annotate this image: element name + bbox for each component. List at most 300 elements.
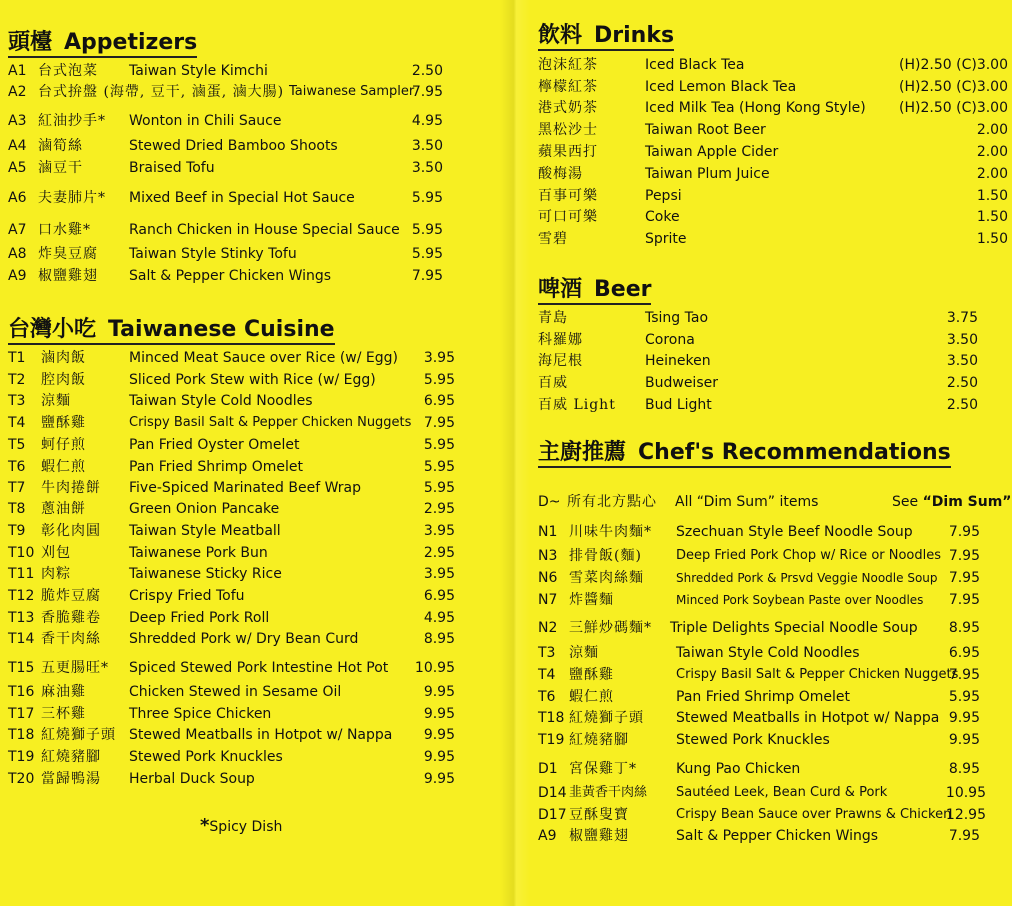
item-chinese-name bbox=[41, 479, 101, 497]
item-chinese-text: 可口可樂 bbox=[538, 209, 598, 225]
menu-item-row bbox=[0, 609, 500, 627]
item-english-name: Pan Fried Shrimp Omelet bbox=[129, 459, 303, 475]
item-chinese-name bbox=[41, 609, 101, 627]
menu-item-row bbox=[0, 565, 500, 583]
menu-item-row bbox=[530, 56, 1008, 74]
item-price: 9.95 bbox=[948, 732, 980, 748]
item-chinese-text: 滷豆干 bbox=[38, 160, 83, 176]
spicy-star: * bbox=[83, 222, 91, 238]
item-price: 5.95 bbox=[411, 222, 443, 238]
menu-item-row bbox=[530, 99, 1008, 117]
item-english-name: Crispy Basil Salt & Pepper Chicken Nuggets bbox=[129, 415, 412, 430]
item-english-name: Szechuan Style Beef Noodle Soup bbox=[676, 524, 913, 540]
item-chinese-name bbox=[41, 726, 116, 744]
item-price: 2.95 bbox=[423, 501, 455, 517]
item-price: 7.95 bbox=[948, 548, 980, 564]
item-chinese-text: 酸梅湯 bbox=[538, 166, 583, 182]
menu-item-row bbox=[530, 396, 1000, 414]
menu-item-row bbox=[0, 544, 500, 562]
menu-item-row bbox=[530, 666, 1000, 684]
appetizers-title-zh: 頭檯 bbox=[8, 29, 53, 55]
menu-item-row bbox=[0, 245, 500, 263]
item-english-name: Spiced Stewed Pork Intestine Hot Pot bbox=[129, 660, 389, 676]
drinks-title-en: Drinks bbox=[594, 23, 675, 48]
item-chinese-name bbox=[41, 683, 86, 701]
item-price: 2.95 bbox=[423, 545, 455, 561]
menu-item-row bbox=[530, 165, 1008, 183]
item-code: T12 bbox=[8, 588, 35, 604]
item-english-name: Five-Spiced Marinated Beef Wrap bbox=[129, 480, 362, 496]
item-code: A8 bbox=[8, 246, 27, 262]
item-code: D1 bbox=[538, 761, 558, 777]
item-chinese-name bbox=[41, 705, 86, 723]
item-english-name: Salt & Pepper Chicken Wings bbox=[676, 828, 879, 844]
item-price: 6.95 bbox=[948, 645, 980, 661]
menu-item-row bbox=[0, 726, 500, 744]
item-chinese-text: 滷筍絲 bbox=[38, 138, 83, 154]
item-code: T4 bbox=[8, 415, 26, 431]
item-code: T8 bbox=[8, 501, 26, 517]
menu-item-row bbox=[530, 806, 1000, 824]
item-code: T20 bbox=[8, 771, 35, 787]
menu-item-row bbox=[530, 187, 1008, 205]
item-code: N6 bbox=[538, 570, 558, 586]
spicy-star: * bbox=[629, 761, 637, 777]
item-chinese-text: 港式奶茶 bbox=[538, 100, 598, 116]
item-code: N3 bbox=[538, 548, 558, 564]
menu-item-row bbox=[530, 827, 1000, 845]
beer-title-zh: 啤酒 bbox=[538, 276, 583, 302]
item-chinese-text: 雪菜肉絲麵 bbox=[569, 570, 644, 586]
item-price: 6.95 bbox=[423, 588, 455, 604]
item-code: T19 bbox=[538, 732, 565, 748]
item-code: N7 bbox=[538, 592, 558, 608]
item-chinese-name bbox=[538, 309, 568, 327]
item-english-name: Green Onion Pancake bbox=[129, 501, 280, 517]
menu-item-row bbox=[0, 436, 500, 454]
item-english-name: Taiwanese Pork Bun bbox=[129, 545, 268, 561]
item-chinese-text: 涼麵 bbox=[41, 393, 71, 409]
item-english-name: Crispy Basil Salt & Pepper Chicken Nuggets bbox=[676, 667, 959, 682]
item-chinese-name bbox=[569, 806, 629, 824]
menu-item-row bbox=[0, 371, 500, 389]
item-price: 5.95 bbox=[423, 480, 455, 496]
item-price: 3.95 bbox=[423, 566, 455, 582]
appetizers-title-en: Appetizers bbox=[64, 30, 198, 55]
item-english-name: Shredded Pork w/ Dry Bean Curd bbox=[129, 631, 359, 647]
item-chinese-name bbox=[538, 208, 598, 226]
item-chinese-text: 百威 bbox=[538, 375, 568, 391]
item-code: T10 bbox=[8, 545, 35, 561]
item-price: 5.95 bbox=[411, 190, 443, 206]
item-english-name: Stewed Pork Knuckles bbox=[676, 732, 830, 748]
item-chinese-text: 紅燒獅子頭 bbox=[41, 727, 116, 743]
item-price: 5.95 bbox=[423, 437, 455, 453]
item-price: 1.50 bbox=[976, 209, 1008, 225]
item-english-name: Minced Meat Sauce over Rice (w/ Egg) bbox=[129, 350, 399, 366]
menu-item-row bbox=[0, 137, 500, 155]
item-code: T9 bbox=[8, 523, 26, 539]
menu-item-row bbox=[530, 644, 1000, 662]
item-chinese-text: 蔥油餅 bbox=[41, 501, 86, 517]
item-price: 5.95 bbox=[423, 459, 455, 475]
item-chinese-name bbox=[38, 137, 83, 155]
item-english-name: Kung Pao Chicken bbox=[676, 761, 801, 777]
menu-item-row bbox=[0, 83, 500, 101]
item-chinese-text: 蝦仁煎 bbox=[569, 689, 614, 705]
spicy-note-text: Spicy Dish bbox=[209, 819, 283, 835]
menu-item-row bbox=[0, 770, 500, 788]
item-price: 3.95 bbox=[423, 523, 455, 539]
item-english-name: Herbal Duck Soup bbox=[129, 771, 255, 787]
menu-item-row bbox=[0, 112, 500, 130]
menu-item-row bbox=[0, 414, 500, 432]
item-chinese-text: 台式拚盤 (海帶, 豆干, 滷蛋, 滷大腸) bbox=[38, 84, 285, 100]
item-chinese-name bbox=[569, 688, 614, 706]
item-chinese-text: 紅燒豬腳 bbox=[569, 732, 629, 748]
beer-title-en: Beer bbox=[594, 277, 652, 302]
menu-item-row bbox=[530, 591, 1000, 609]
item-chinese-text: 彰化肉圓 bbox=[41, 523, 101, 539]
item-code: T1 bbox=[8, 350, 26, 366]
item-code: T6 bbox=[8, 459, 26, 475]
item-english-name: Stewed Dried Bamboo Shoots bbox=[129, 138, 338, 154]
item-code: T17 bbox=[8, 706, 35, 722]
item-chinese-text: 黑松沙士 bbox=[538, 122, 598, 138]
item-code: D14 bbox=[538, 785, 567, 801]
item-english-name: Pan Fried Oyster Omelet bbox=[129, 437, 300, 453]
item-chinese-text: 排骨飯(麵) bbox=[569, 548, 642, 564]
menu-item-row bbox=[0, 458, 500, 476]
item-chinese-name bbox=[41, 565, 71, 583]
item-chinese-name bbox=[41, 371, 86, 389]
item-price: 3.50 bbox=[411, 138, 443, 154]
beer-title bbox=[538, 277, 651, 305]
item-english-name: Triple Delights Special Noodle Soup bbox=[670, 620, 918, 636]
menu-item-row bbox=[0, 479, 500, 497]
item-chinese-name bbox=[569, 666, 614, 684]
menu-item-row bbox=[0, 349, 500, 367]
item-code: A5 bbox=[8, 160, 27, 176]
menu-item-row bbox=[0, 392, 500, 410]
item-chinese-text: 台式泡菜 bbox=[38, 63, 98, 79]
menu-item-row bbox=[0, 683, 500, 701]
item-english-name: Crispy Bean Sauce over Prawns & Chicken bbox=[676, 807, 952, 822]
item-chinese-name bbox=[38, 62, 98, 80]
item-code: A9 bbox=[538, 828, 557, 844]
item-english-name: Deep Fried Pork Roll bbox=[129, 610, 270, 626]
item-code: T5 bbox=[8, 437, 26, 453]
item-chinese-name bbox=[569, 827, 629, 845]
menu-item-row bbox=[530, 78, 1008, 96]
item-chinese-name bbox=[538, 56, 598, 74]
item-chinese-text: 五更腸旺 bbox=[41, 660, 101, 676]
item-english-name: Deep Fried Pork Chop w/ Rice or Noodles bbox=[676, 548, 942, 563]
item-english-name: Iced Black Tea bbox=[645, 57, 745, 73]
item-chinese-name bbox=[569, 784, 647, 802]
item-code: T4 bbox=[538, 667, 556, 683]
item-chinese-text: 紅燒豬腳 bbox=[41, 749, 101, 765]
item-chinese-name bbox=[569, 731, 629, 749]
item-chinese-name bbox=[538, 187, 598, 205]
item-chinese-text: 牛肉捲餅 bbox=[41, 480, 101, 496]
item-code: T11 bbox=[8, 566, 35, 582]
item-english-name: Taiwan Apple Cider bbox=[645, 144, 779, 160]
item-chinese-text: 香脆雞卷 bbox=[41, 610, 101, 626]
item-price: 9.95 bbox=[423, 706, 455, 722]
item-code: T14 bbox=[8, 631, 35, 647]
item-english-name: Sliced Pork Stew with Rice (w/ Egg) bbox=[129, 372, 376, 388]
item-price: 8.95 bbox=[948, 761, 980, 777]
item-chinese-text: 三杯雞 bbox=[41, 706, 86, 722]
item-price: 5.95 bbox=[948, 689, 980, 705]
item-chinese-name bbox=[38, 159, 83, 177]
menu-item-row bbox=[0, 189, 500, 207]
item-chinese-name bbox=[538, 78, 598, 96]
item-price: 2.00 bbox=[976, 166, 1008, 182]
menu-item-row bbox=[0, 62, 500, 80]
item-english-name: Taiwan Style Stinky Tofu bbox=[129, 246, 297, 262]
item-english-name: Pepsi bbox=[645, 188, 682, 204]
item-price: 7.95 bbox=[948, 828, 980, 844]
item-chinese-name bbox=[538, 352, 583, 370]
menu-item-row bbox=[0, 267, 500, 285]
item-chinese-text: 三鮮炒碼麵 bbox=[569, 620, 644, 636]
item-code: A9 bbox=[8, 268, 27, 284]
item-price: 6.95 bbox=[423, 393, 455, 409]
item-chinese-text: 夫妻肺片 bbox=[38, 190, 98, 206]
item-price: 5.95 bbox=[411, 246, 443, 262]
item-english-name: Stewed Meatballs in Hotpot w/ Nappa bbox=[676, 710, 940, 726]
item-chinese-name bbox=[538, 331, 583, 349]
item-price: 4.95 bbox=[411, 113, 443, 129]
item-english-name: Stewed Meatballs in Hotpot w/ Nappa bbox=[129, 727, 393, 743]
item-price: 7.95 bbox=[411, 268, 443, 284]
chef-title-zh: 主廚推薦 bbox=[538, 439, 627, 465]
item-code: T7 bbox=[8, 480, 26, 496]
menu-item-row bbox=[530, 331, 1000, 349]
item-english-name: Taiwanese Sampler bbox=[289, 84, 415, 99]
item-price: 9.95 bbox=[423, 684, 455, 700]
drinks-title-zh: 飲料 bbox=[538, 22, 583, 48]
item-chinese-name bbox=[538, 99, 598, 117]
item-english-name: Stewed Pork Knuckles bbox=[129, 749, 283, 765]
item-code: T15 bbox=[8, 660, 35, 676]
menu-item-row bbox=[0, 159, 500, 177]
item-price: 9.95 bbox=[423, 727, 455, 743]
item-chinese-text: 青島 bbox=[538, 310, 568, 326]
item-english-name: Taiwan Style Kimchi bbox=[129, 63, 268, 79]
item-english-name: Taiwan Style Cold Noodles bbox=[676, 645, 860, 661]
menu-item-row bbox=[530, 143, 1008, 161]
item-chinese-name bbox=[538, 143, 598, 161]
item-chinese-text: 香干肉絲 bbox=[41, 631, 101, 647]
menu-item-row bbox=[530, 784, 1000, 802]
dimsum-code: D~ bbox=[538, 494, 561, 510]
item-code: T19 bbox=[8, 749, 35, 765]
item-english-name: Taiwan Plum Juice bbox=[645, 166, 770, 182]
item-price: 7.95 bbox=[423, 415, 455, 431]
item-chinese-name bbox=[38, 245, 98, 263]
item-english-name: Mixed Beef in Special Hot Sauce bbox=[129, 190, 355, 206]
item-price: 9.95 bbox=[423, 749, 455, 765]
item-code: T3 bbox=[8, 393, 26, 409]
item-english-name: Taiwanese Sticky Rice bbox=[129, 566, 282, 582]
item-english-name: Iced Lemon Black Tea bbox=[645, 79, 797, 95]
menu-item-row bbox=[530, 547, 1000, 565]
item-chinese-text: 刈包 bbox=[41, 545, 71, 561]
item-english-name: Corona bbox=[645, 332, 695, 348]
item-english-name: Iced Milk Tea (Hong Kong Style) bbox=[645, 100, 866, 116]
item-chinese-name bbox=[41, 770, 101, 788]
item-price: 5.95 bbox=[423, 372, 455, 388]
item-price: 10.95 bbox=[414, 660, 455, 676]
menu-item-row bbox=[530, 619, 1000, 637]
menu-item-row bbox=[0, 522, 500, 540]
item-english-name: Taiwan Style Meatball bbox=[129, 523, 281, 539]
item-price: (H)2.50 (C)3.00 bbox=[899, 57, 1008, 73]
item-code: A1 bbox=[8, 63, 27, 79]
spicy-star: * bbox=[644, 524, 652, 540]
item-price: 9.95 bbox=[423, 771, 455, 787]
item-chinese-text: 當歸鴨湯 bbox=[41, 771, 101, 787]
item-chinese-name bbox=[41, 630, 101, 648]
item-chinese-text: 泡沫紅茶 bbox=[538, 57, 598, 73]
item-price: 1.50 bbox=[976, 231, 1008, 247]
item-chinese-text: 雪碧 bbox=[538, 231, 568, 247]
menu-item-row bbox=[530, 523, 1000, 541]
item-english-name: Three Spice Chicken bbox=[129, 706, 272, 722]
item-chinese-name bbox=[38, 267, 98, 285]
item-chinese-name bbox=[538, 165, 583, 183]
menu-item-row bbox=[530, 688, 1000, 706]
item-price: 8.95 bbox=[948, 620, 980, 636]
item-price: 10.95 bbox=[945, 785, 986, 801]
item-price: 2.00 bbox=[976, 144, 1008, 160]
menu-item-row bbox=[0, 221, 500, 239]
item-english-name: Bud Light bbox=[645, 397, 712, 413]
item-chinese-text: 椒鹽雞翅 bbox=[569, 828, 629, 844]
item-price: 7.95 bbox=[948, 592, 980, 608]
item-chinese-text: 韭黃香干肉絲 bbox=[569, 785, 648, 800]
item-chinese-text: 麻油雞 bbox=[41, 684, 86, 700]
item-price: 7.95 bbox=[948, 667, 980, 683]
item-chinese-name bbox=[41, 522, 101, 540]
item-english-name: Taiwan Style Cold Noodles bbox=[129, 393, 313, 409]
item-chinese-text: 蚵仔煎 bbox=[41, 437, 86, 453]
item-price: 8.95 bbox=[423, 631, 455, 647]
item-chinese-name bbox=[569, 523, 652, 541]
item-english-name: Pan Fried Shrimp Omelet bbox=[676, 689, 850, 705]
item-chinese-name bbox=[41, 587, 101, 605]
item-english-name: Braised Tofu bbox=[129, 160, 215, 176]
item-english-name: Crispy Fried Tofu bbox=[129, 588, 245, 604]
menu-item-row bbox=[530, 374, 1000, 392]
menu-item-row bbox=[0, 630, 500, 648]
item-chinese-text: 炸臭豆腐 bbox=[38, 246, 98, 262]
spicy-note bbox=[200, 815, 282, 836]
menu-item-row bbox=[530, 760, 1000, 778]
item-code: N1 bbox=[538, 524, 558, 540]
item-english-name: Sprite bbox=[645, 231, 687, 247]
item-chinese-text: 椒鹽雞翅 bbox=[38, 268, 98, 284]
item-chinese-name bbox=[41, 392, 71, 410]
menu-item-row bbox=[530, 230, 1008, 248]
chef-title-en: Chef's Recommendations bbox=[638, 440, 951, 465]
item-chinese-name bbox=[41, 748, 101, 766]
spicy-star: * bbox=[101, 660, 109, 676]
item-english-name: Minced Pork Soybean Paste over Noodles bbox=[676, 593, 924, 607]
item-chinese-text: 檸檬紅茶 bbox=[538, 79, 598, 95]
dimsum-see-text: See bbox=[892, 494, 923, 510]
item-english-name: Sautéed Leek, Bean Curd & Pork bbox=[676, 785, 888, 800]
item-chinese-name bbox=[538, 230, 568, 248]
item-english-name: Budweiser bbox=[645, 375, 718, 391]
dimsum-see bbox=[892, 493, 1012, 511]
dimsum-see-bold: “Dim Sum” bbox=[922, 494, 1012, 510]
item-code: T6 bbox=[538, 689, 556, 705]
menu-item-row bbox=[530, 569, 1000, 587]
item-chinese-text: 百威 Light bbox=[538, 397, 616, 413]
item-price: 3.95 bbox=[423, 350, 455, 366]
appetizers-title bbox=[8, 30, 197, 58]
item-chinese-name bbox=[41, 414, 86, 432]
dimsum-zh: 所有北方點心 bbox=[567, 494, 657, 510]
item-chinese-text: 腔肉飯 bbox=[41, 372, 86, 388]
item-chinese-name bbox=[38, 112, 106, 130]
item-code: N2 bbox=[538, 620, 558, 636]
item-chinese-name bbox=[569, 644, 599, 662]
spicy-star: * bbox=[98, 190, 106, 206]
menu-item-row bbox=[530, 709, 1000, 727]
spicy-star: * bbox=[98, 113, 106, 129]
item-price: (H)2.50 (C)3.00 bbox=[899, 79, 1008, 95]
item-code: T16 bbox=[8, 684, 35, 700]
item-english-name: Chicken Stewed in Sesame Oil bbox=[129, 684, 342, 700]
item-chinese-name bbox=[38, 189, 106, 207]
menu-item-row bbox=[0, 500, 500, 518]
item-chinese-name bbox=[538, 374, 568, 392]
item-price: 12.95 bbox=[945, 807, 986, 823]
item-price: 3.50 bbox=[946, 332, 978, 348]
item-english-name: Heineken bbox=[645, 353, 711, 369]
item-code: A3 bbox=[8, 113, 27, 129]
item-chinese-text: 海尼根 bbox=[538, 353, 583, 369]
item-english-name: Salt & Pepper Chicken Wings bbox=[129, 268, 332, 284]
item-price: 3.50 bbox=[411, 160, 443, 176]
item-price: 2.50 bbox=[411, 63, 443, 79]
item-chinese-name bbox=[569, 760, 637, 778]
item-chinese-text: 脆炸豆腐 bbox=[41, 588, 101, 604]
item-chinese-text: 豆酥叟寶 bbox=[569, 807, 629, 823]
item-price: 7.95 bbox=[948, 524, 980, 540]
taiwanese-title bbox=[8, 317, 335, 345]
item-code: A4 bbox=[8, 138, 27, 154]
menu-item-row bbox=[530, 208, 1008, 226]
menu-item-row bbox=[530, 352, 1000, 370]
item-chinese-name bbox=[538, 121, 598, 139]
page-fold bbox=[500, 0, 530, 906]
item-english-name: Taiwan Root Beer bbox=[645, 122, 766, 138]
drinks-title bbox=[538, 23, 674, 51]
item-chinese-text: 紅油抄手 bbox=[38, 113, 98, 129]
menu-item-row bbox=[0, 748, 500, 766]
item-chinese-text: 涼麵 bbox=[569, 645, 599, 661]
item-price: 2.50 bbox=[946, 397, 978, 413]
item-chinese-text: 鹽酥雞 bbox=[569, 667, 614, 683]
menu-item-row bbox=[530, 121, 1008, 139]
item-chinese-text: 蘋果西打 bbox=[538, 144, 598, 160]
